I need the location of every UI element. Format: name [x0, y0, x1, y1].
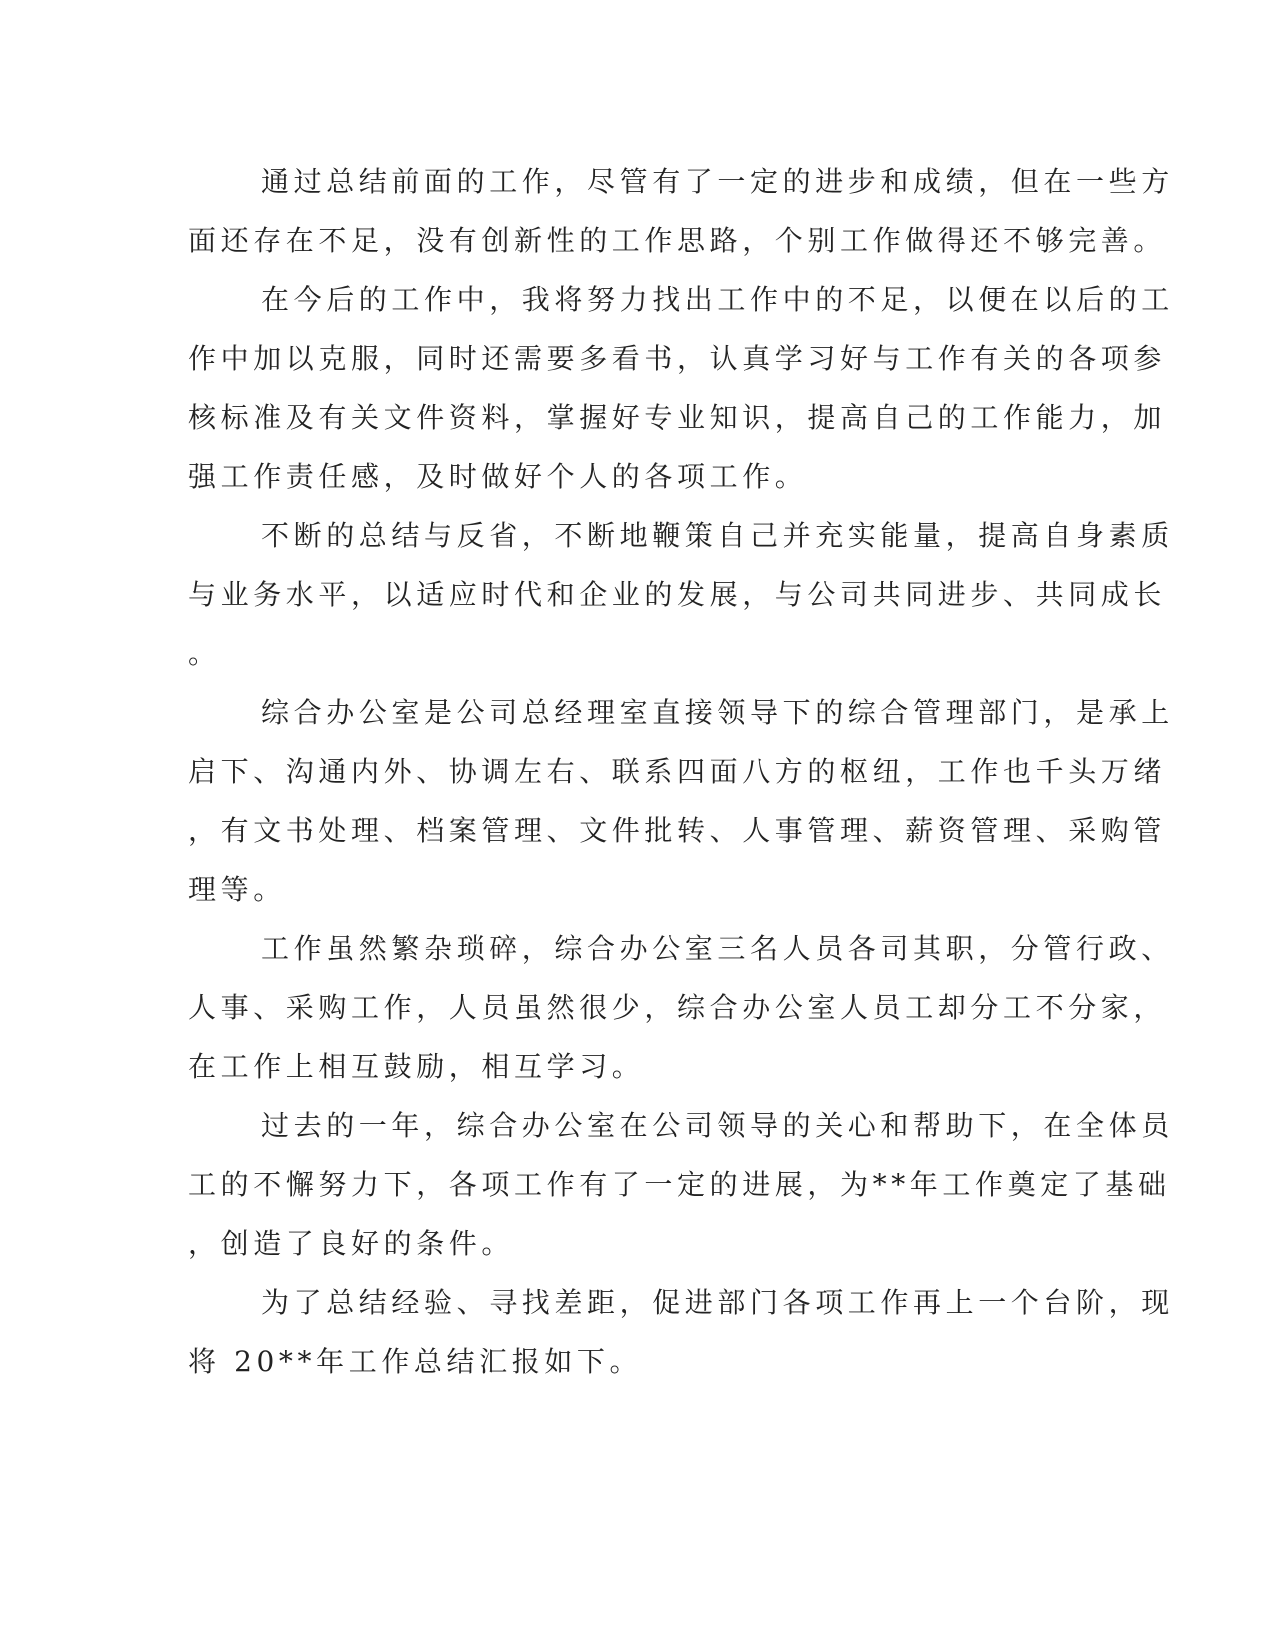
paragraph-2-line-2: 作中加以克服，同时还需要多看书，认真学习好与工作有关的各项参 [188, 342, 1167, 375]
paragraph-3-line-1: 不断的总结与反省，不断地鞭策自己并充实能量，提高自身素质 [261, 519, 1174, 552]
paragraph-5-line-1: 工作虽然繁杂琐碎，综合办公室三名人员各司其职，分管行政、 [261, 932, 1174, 965]
paragraph-2-line-3: 核标准及有关文件资料，掌握好专业知识，提高自己的工作能力，加 [188, 401, 1167, 434]
paragraph-5-line-3: 在工作上相互鼓励，相互学习。 [188, 1050, 645, 1083]
paragraph-3-line-2: 与业务水平，以适应时代和企业的发展，与公司共同进步、共同成长 [188, 578, 1167, 611]
paragraph-6-line-3: ，创造了良好的条件。 [188, 1227, 515, 1260]
paragraph-7-line-2: 将 20**年工作总结汇报如下。 [188, 1345, 643, 1378]
paragraph-4-line-3: ，有文书处理、档案管理、文件批转、人事管理、薪资管理、采购管 [188, 814, 1167, 847]
paragraph-5-line-2: 人事、采购工作，人员虽然很少，综合办公室人员工却分工不分家， [188, 991, 1167, 1024]
paragraph-2-line-1: 在今后的工作中，我将努力找出工作中的不足，以便在以后的工 [261, 283, 1174, 316]
paragraph-4-line-2: 启下、沟通内外、协调左右、联系四面八方的枢纽，工作也千头万绪 [188, 755, 1167, 788]
paragraph-2-line-4: 强工作责任感，及时做好个人的各项工作。 [188, 460, 808, 493]
paragraph-4-line-1: 综合办公室是公司总经理室直接领导下的综合管理部门，是承上 [261, 696, 1174, 729]
paragraph-6-line-2: 工的不懈努力下，各项工作有了一定的进展，为**年工作奠定了基础 [188, 1168, 1171, 1201]
paragraph-6-line-1: 过去的一年，综合办公室在公司领导的关心和帮助下，在全体员 [261, 1109, 1174, 1142]
paragraph-3-line-3: 。 [188, 637, 221, 670]
paragraph-1-line-1: 通过总结前面的工作，尽管有了一定的进步和成绩，但在一些方 [261, 165, 1174, 198]
paragraph-1-line-2: 面还存在不足，没有创新性的工作思路，个别工作做得还不够完善。 [188, 224, 1167, 257]
paragraph-7-line-1: 为了总结经验、寻找差距，促进部门各项工作再上一个台阶，现 [261, 1286, 1174, 1319]
paragraph-4-line-4: 理等。 [188, 873, 286, 906]
